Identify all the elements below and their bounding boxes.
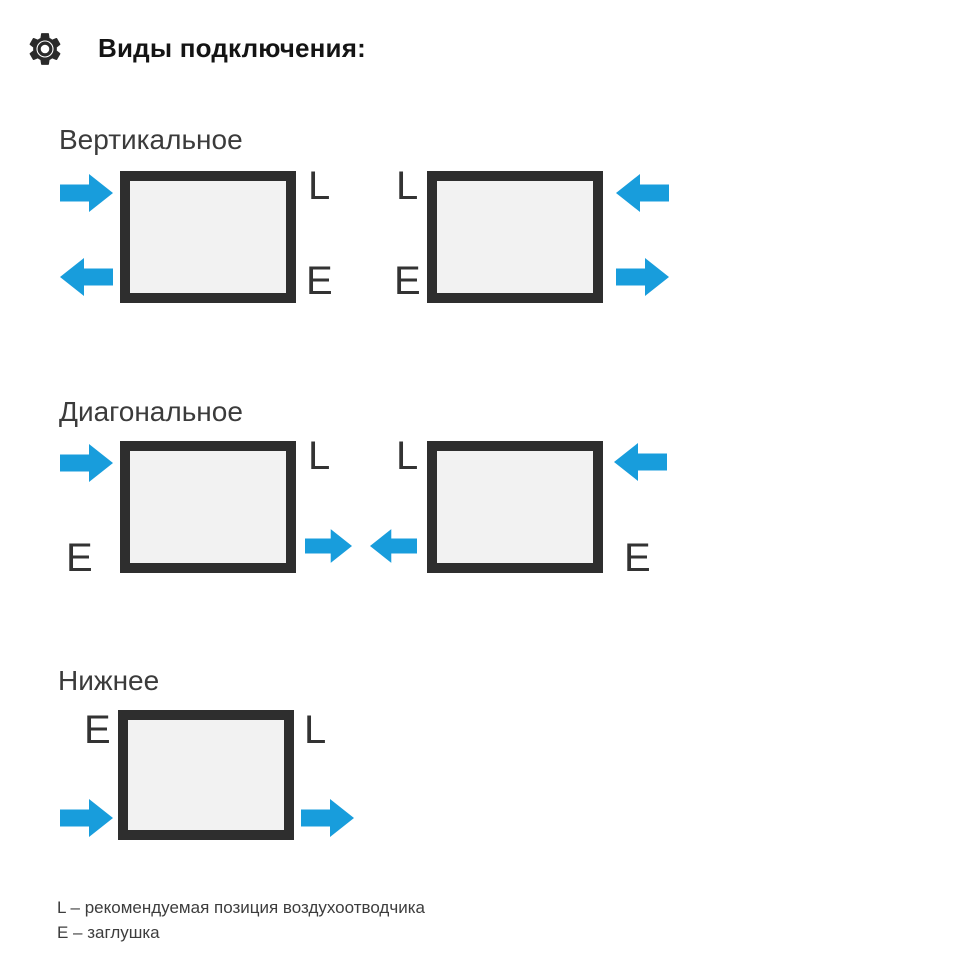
- section-title-vertical: Вертикальное: [59, 124, 243, 155]
- plug-label: E: [84, 708, 111, 752]
- section-title-diagonal: Диагональное: [59, 396, 243, 427]
- air-vent-label: L: [396, 164, 419, 208]
- arrow-right-icon: [60, 174, 113, 212]
- arrow-left-icon: [60, 258, 113, 296]
- air-vent-label: L: [308, 164, 331, 208]
- plug-label: E: [394, 259, 421, 303]
- arrow-right-icon: [301, 799, 354, 837]
- plug-label: E: [66, 536, 93, 580]
- arrow-right-icon: [60, 444, 113, 482]
- section-title-bottom: Нижнее: [58, 665, 160, 696]
- legend-line-air-vent: L – рекомендуемая позиция воздухоотводчика: [57, 898, 425, 917]
- arrow-left-icon: [616, 174, 669, 212]
- page-title: Виды подключения:: [98, 33, 366, 63]
- arrow-left-icon: [614, 443, 667, 481]
- arrow-right-icon: [616, 258, 669, 296]
- radiator-body: [120, 171, 296, 303]
- gear-icon: [26, 30, 64, 68]
- arrow-left-icon: [370, 527, 417, 565]
- arrow-right-icon: [305, 527, 352, 565]
- air-vent-label: L: [304, 708, 327, 752]
- radiator-body: [427, 441, 603, 573]
- arrow-right-icon: [60, 799, 113, 837]
- plug-label: E: [306, 259, 333, 303]
- radiator-body: [118, 710, 294, 840]
- radiator-body: [120, 441, 296, 573]
- plug-label: E: [624, 536, 651, 580]
- radiator-body: [427, 171, 603, 303]
- legend: [57, 895, 425, 945]
- air-vent-label: L: [308, 434, 331, 478]
- air-vent-label: L: [396, 434, 419, 478]
- legend-line-plug: E – заглушка: [57, 923, 160, 942]
